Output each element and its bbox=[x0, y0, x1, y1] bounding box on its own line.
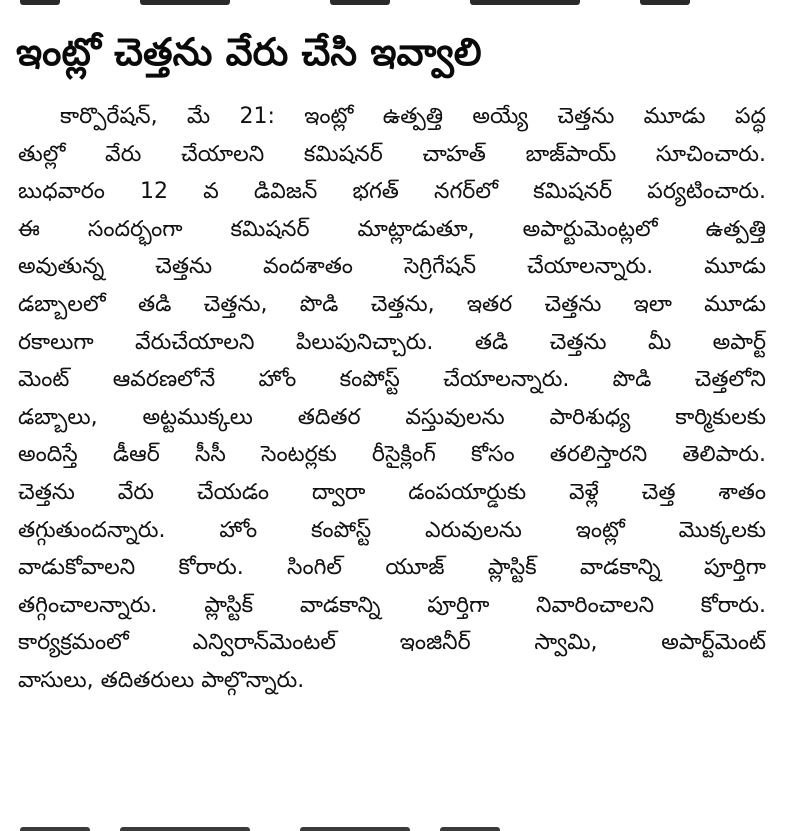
article-headline: ఇంట్లో చెత్తను వేరు చేసి ఇవ్వాలి bbox=[16, 30, 482, 74]
body-line: రకాలుగా వేరుచేయాలని పిలుపునిచ్చారు. తడి చెత్తను మీ అపార్ట్ bbox=[18, 329, 766, 355]
body-line: డబ్బాలు, అట్టముక్కలు తదితర వస్తువులను పారిశుధ్య కార్మికులకు bbox=[18, 404, 766, 430]
body-line-last: వాసులు, తదితరులు పాల్గొన్నారు. bbox=[18, 667, 305, 693]
body-line: తుల్లో వేరు చేయాలని కమిషనర్ చాహత్ బాజ్‌పాయ్ సూచించారు. bbox=[18, 141, 766, 167]
cropped-previous-text bbox=[0, 0, 800, 10]
body-line: అవుతున్న చెత్తను వందశాతం సెగ్రిగేషన్ చేయాలన్నారు. మూడు bbox=[18, 254, 766, 280]
body-line: బుధవారం 12 వ డివిజన్ భగత్ నగర్‌లో కమిషనర్ పర్యటించారు. bbox=[18, 179, 766, 205]
body-line: వాడుకోవాలని కోరారు. సింగిల్ యూజ్ ప్లాస్టిక్ వాడకాన్ని పూర్తిగా bbox=[18, 555, 766, 581]
body-line: ఈ సందర్భంగా కమిషనర్ మాట్లాడుతూ, అపార్టుమెంట్లలో ఉత్పత్తి bbox=[18, 216, 766, 242]
body-line: తగ్గించాలన్నారు. ప్లాస్టిక్ వాడకాన్ని పూర్తిగా నివారించాలని కోరారు. bbox=[18, 592, 766, 618]
body-line: తగ్గుతుందన్నారు. హోం కంపోస్ట్ ఎరువులను ఇంట్లో మొక్కలకు bbox=[18, 517, 766, 543]
cropped-next-text bbox=[0, 823, 800, 831]
body-line: అందిస్తే డీఆర్ సీసీ సెంటర్లకు రీసైక్లింగ్ కోసం తరలిస్తారని తెలిపారు. bbox=[18, 442, 766, 468]
body-line: చెత్తను వేరు చేయడం ద్వారా డంపయార్డుకు వెళ్లే చెత్త శాతం bbox=[18, 479, 766, 505]
article-body bbox=[18, 98, 766, 700]
body-line: మెంట్ ఆవరణలోనే హోం కంపోస్ట్ చేయాలన్నారు. పొడి చెత్తలోని bbox=[18, 367, 766, 393]
body-line: డబ్బాలలో తడి చెత్తను, పొడి చెత్తను, ఇతర చెత్తను ఇలా మూడు bbox=[18, 291, 766, 317]
body-line: కార్పొరేషన్, మే 21: ఇంట్లో ఉత్పత్తి అయ్యే చెత్తను మూడు పద్ధ bbox=[60, 104, 766, 129]
body-line: కార్యక్రమంలో ఎన్విరాన్‌మెంటల్ ఇంజినీర్ స్వామి, అపార్ట్‌మెంట్ bbox=[18, 630, 766, 656]
